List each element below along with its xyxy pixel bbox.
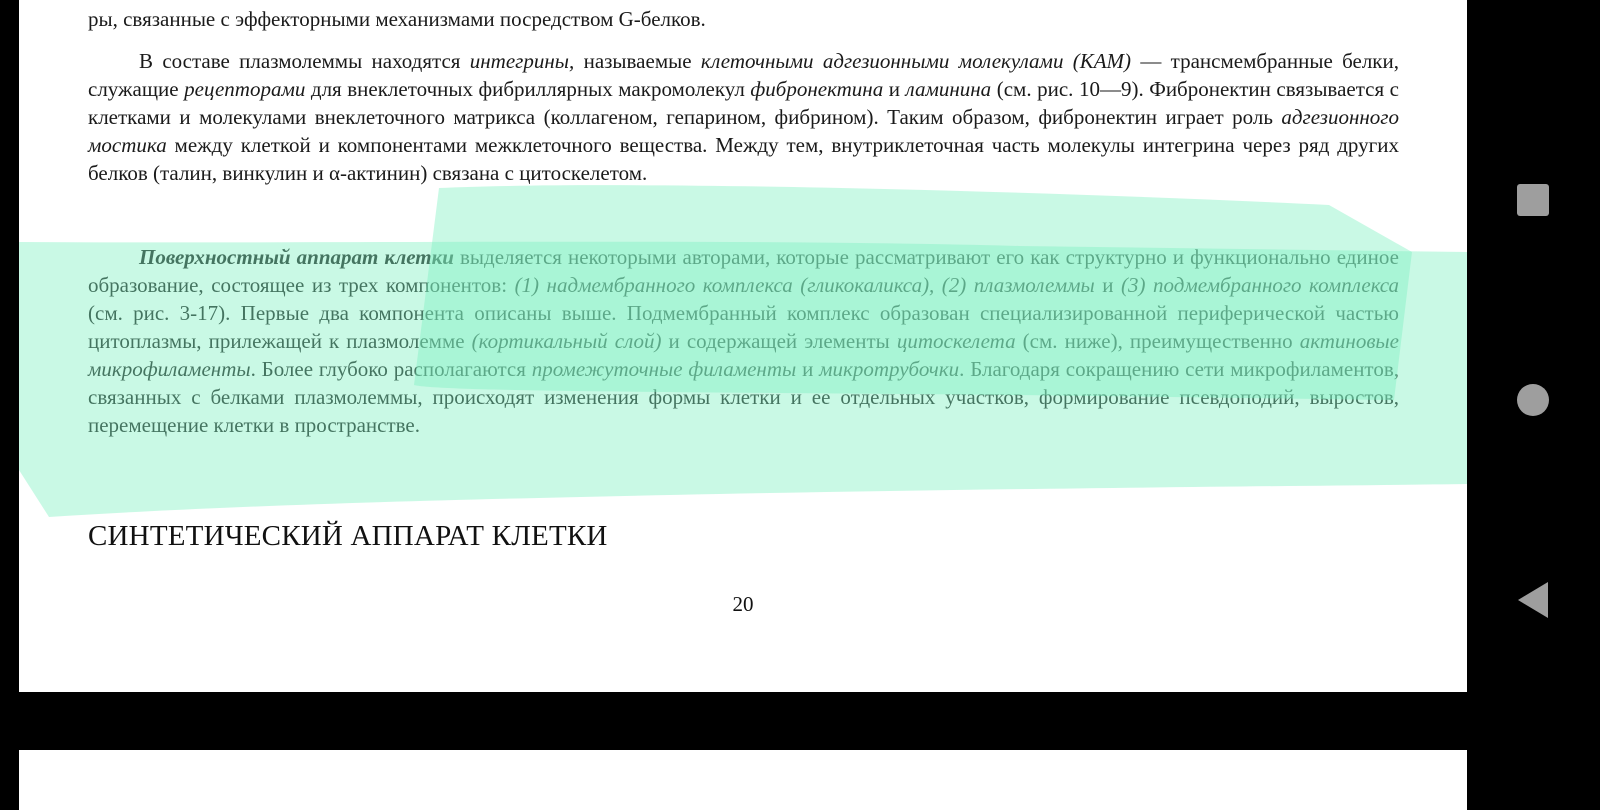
circle-icon xyxy=(1517,384,1549,416)
home-button[interactable] xyxy=(1500,367,1566,433)
page-number: 20 xyxy=(732,592,754,616)
recent-apps-button[interactable] xyxy=(1500,167,1566,233)
paragraph-surface-apparatus: Поверхностный аппарат клетки выделяется некоторыми авторами, которые рассматривают его как структурно и функционально единое образование, состоящее из трех компонентов: (1) надмембранного комплекса (гликокаликса), (2) плазмолеммы и (3) подмембранного комплекса (см. рис. 3-17). Первые два компонента описаны выше. Подмембранный комплекс образован специализированной периферической частью цитоплазмы, прилежащей к плазмолемме (кортикальный слой) и содержащей элементы цитоскелета (см. ниже), преимущественно актиновые микрофиламенты. Более глубоко располагаются промежуточные филаменты и микротрубочки. Благодаря сокращению сети микрофиламентов, связанных с белками плазмолеммы, происходят изменения формы клетки и ее отдельных участков, формирование псевдоподий, выростов, перемещение клетки в пространстве. xyxy=(88,245,1399,437)
android-nav-bar xyxy=(1467,0,1600,800)
back-button[interactable] xyxy=(1500,567,1566,633)
triangle-back-icon xyxy=(1518,582,1548,618)
document-page[interactable] xyxy=(19,0,1467,692)
top-line-text: ры, связанные с эффекторными механизмами посредством G-белков. xyxy=(88,7,706,31)
square-icon xyxy=(1517,184,1549,216)
section-heading: СИНТЕТИЧЕСКИЙ АППАРАТ КЛЕТКИ xyxy=(88,520,608,552)
next-page-top[interactable] xyxy=(19,750,1467,810)
paragraph-integrins: В составе плазмолеммы находятся интегрины, называемые клеточными адгезионными молекулами (КАМ) — трансмембранные белки, служащие рецепторами для внеклеточных фибриллярных макромолекул фибронектина и ламинина (см. рис. 10—9). Фибронектин связывается с клетками и молекулами внеклеточного матрикса (коллагеном, гепарином, фибрином). Таким образом, фибронектин играет роль адгезионного мостика между клеткой и компонентами межклеточного вещества. Между тем, внутриклеточная часть молекулы интегрина через ряд других белков (талин, винкулин и α-актинин) связана с цитоскелетом. xyxy=(88,49,1399,185)
